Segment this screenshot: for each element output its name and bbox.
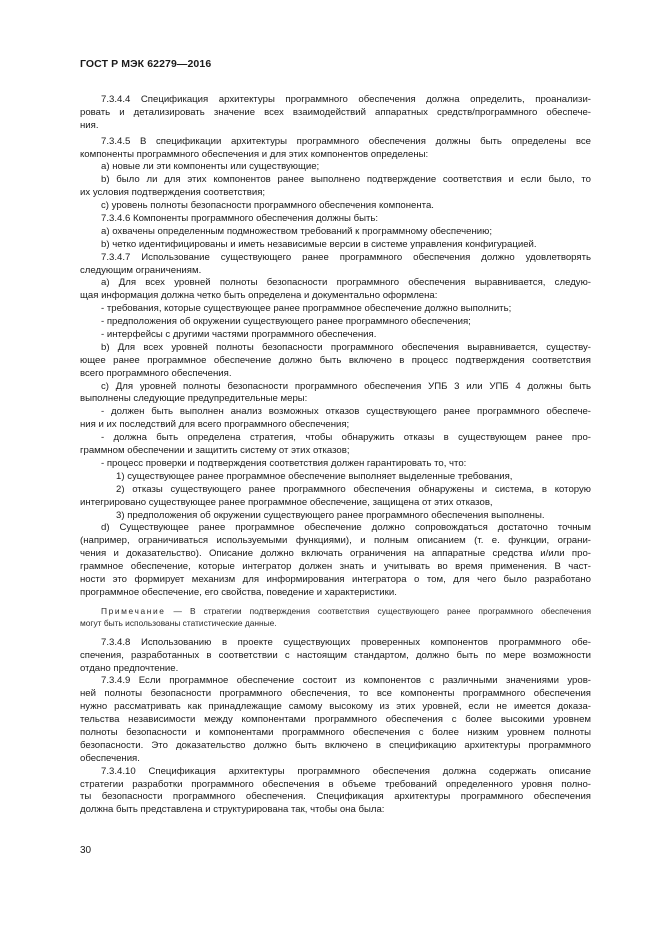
text-line: обеспечения. <box>80 752 140 764</box>
document-body <box>80 94 591 817</box>
text-line: отдано предпочтение. <box>80 662 179 674</box>
text-line: безопасности. Это доказательство должно быть включено в спецификацию архитектуры программного <box>80 739 591 751</box>
text-line: ности это формирует механизм для информирования интегратора о том, для чего было разработано <box>80 573 591 585</box>
list-item: a) охвачены определенным подмножеством требований к программному обеспечению; <box>101 225 492 237</box>
dash-item: - предположения об окружении существующего ранее программного обеспечения; <box>101 316 471 328</box>
clause-7-3-4-8: 7.3.4.8 Использованию в проекте существующих проверенных компонентов программного обе- <box>101 636 591 648</box>
numbered-item: 2) отказы существующего ранее программного обеспечения обнаружены и система, в которую <box>116 483 591 495</box>
text-line: компоненты программного обеспечения и для этих компонентов определены: <box>80 148 429 160</box>
text-line: программное обеспечение, его свойства, поведение и характеристики. <box>80 586 397 598</box>
text-line: всего программного обеспечения. <box>80 367 232 379</box>
text-line: спечения, разработанных в соответствии с настоящим стандартом, должно быть по мере возможности <box>80 649 591 661</box>
text-line: нужно рассматривать как принадлежащие самому высокому из этих уровней, если не имеется доказа- <box>80 701 591 713</box>
page-number: 30 <box>80 845 92 856</box>
clause-7-3-4-4: 7.3.4.4 Спецификация архитектуры программного обеспечения должна определить, проанализи- <box>101 94 591 105</box>
clause-7-3-4-9: 7.3.4.9 Если программное обеспечение состоит из компонентов с различными значениями уров- <box>101 675 591 687</box>
text-line: (например, ограничиваться используемыми функциями), и полным описанием (т. е. функции, ограни- <box>80 535 591 547</box>
text-line: ней полноты безопасности программного обеспечения, то все компоненты программного обеспечения <box>80 688 591 700</box>
text-line: чения и доказательство). Описание должно включать ограничения на аппаратные средства и/или про- <box>80 548 591 560</box>
list-item: c) уровень полноты безопасности программного обеспечения компонента. <box>101 200 434 212</box>
text-line: интегрировано существующее ранее программное обеспечение, защищена от этих отказов, <box>80 496 493 508</box>
numbered-item: 3) предположения об окружении существующего ранее программного обеспечения выполнены. <box>116 509 545 521</box>
text-line: ния и их последствий для всего программного обеспечения; <box>80 419 350 431</box>
list-item: c) Для уровней полноты безопасности программного обеспечения УПБ 3 или УПБ 4 должны быть <box>101 380 591 392</box>
clause-7-3-4-10: 7.3.4.10 Спецификация архитектуры программного обеспечения должна содержать описание <box>101 765 591 777</box>
text-line: ты безопасности программного обеспечения. Спецификация архитектуры программного обеспечения <box>80 791 591 803</box>
clause-7-3-4-7: 7.3.4.7 Использование существующего ранее программного обеспечения должно удовлетворять <box>101 251 591 263</box>
list-item: a) Для всех уровней полноты безопасности программного обеспечения выравнивается, следую- <box>101 277 591 289</box>
document-header: ГОСТ Р МЭК 62279—2016 <box>80 58 212 70</box>
note-text: — В стратегии подтверждения соответствия существующего ранее программного обеспечения <box>173 605 592 616</box>
text-line: граммном обеспечении и защитить систему от этих отказов; <box>80 445 350 457</box>
clause-7-3-4-6: 7.3.4.6 Компоненты программного обеспечения должны быть: <box>101 213 379 225</box>
clause-7-3-4-5: 7.3.4.5 В спецификации архитектуры программного обеспечения должны быть определены все <box>101 135 591 147</box>
numbered-item: 1) существующее ранее программное обеспечение выполняет выделенные требования, <box>116 470 513 482</box>
dash-item: - интерфейсы с другими частями программного обеспечения. <box>101 329 377 341</box>
text-line: граммное обеспечение, которые интегратор должен знать и учитывать во время применения. В част- <box>80 561 591 573</box>
text-line: тельства независимости между компонентами программного обеспечения с более высокими уровнем <box>80 714 591 726</box>
note-line: могут быть использованы статистические данные. <box>80 617 277 628</box>
text-line: ющее ранее программное обеспечение должно быть включено в процесс подтверждения соответствия <box>80 354 591 366</box>
text-line: ния. <box>80 119 99 131</box>
text-line: их условия подтверждения соответствия; <box>80 187 266 199</box>
note-label: Примечание <box>101 605 166 616</box>
list-item: b) Для всех уровней полноты безопасности программного обеспечения выравнивается, существу- <box>101 341 591 353</box>
dash-item: - должен быть выполнен анализ возможных отказов существующего ранее программного обеспече- <box>101 406 591 418</box>
text-line: полноты безопасности и компонентами программного обеспечения с более низким уровнем полноты <box>80 726 591 738</box>
list-item: d) Существующее ранее программное обеспечение должно сопровождаться достаточно точным <box>101 522 591 534</box>
list-item: b) было ли для этих компонентов ранее выполнено подтверждение соответствия и если было, то <box>101 174 591 186</box>
text-line: ровать и детализировать значение всех взаимодействий аппаратных средств/программного обеспече- <box>80 106 591 118</box>
text-line: следующим ограничениям. <box>80 264 202 276</box>
text-line: щая информация должна четко быть определена и документально оформлена: <box>80 290 438 302</box>
dash-item: - требования, которые существующее ранее программное обеспечение должно выполнить; <box>101 303 512 315</box>
list-item: b) четко идентифицированы и иметь независимые версии в системе управления конфигурацией. <box>101 238 537 250</box>
note-line <box>80 605 591 617</box>
text-line: должна быть представлена и структурирована так, чтобы она была: <box>80 804 385 816</box>
list-item: a) новые ли эти компоненты или существующие; <box>101 161 320 173</box>
dash-item: - должна быть определена стратегия, чтобы обнаружить отказы в существующем ранее про- <box>101 432 591 444</box>
dash-item: - процесс проверки и подтверждения соответствия должен гарантировать то, что: <box>101 457 467 469</box>
text-line: выполнены следующие предупредительные меры: <box>80 393 308 405</box>
text-line: стратегии разработки программного обеспечения в объеме требований определенного уровня полно- <box>80 778 591 790</box>
